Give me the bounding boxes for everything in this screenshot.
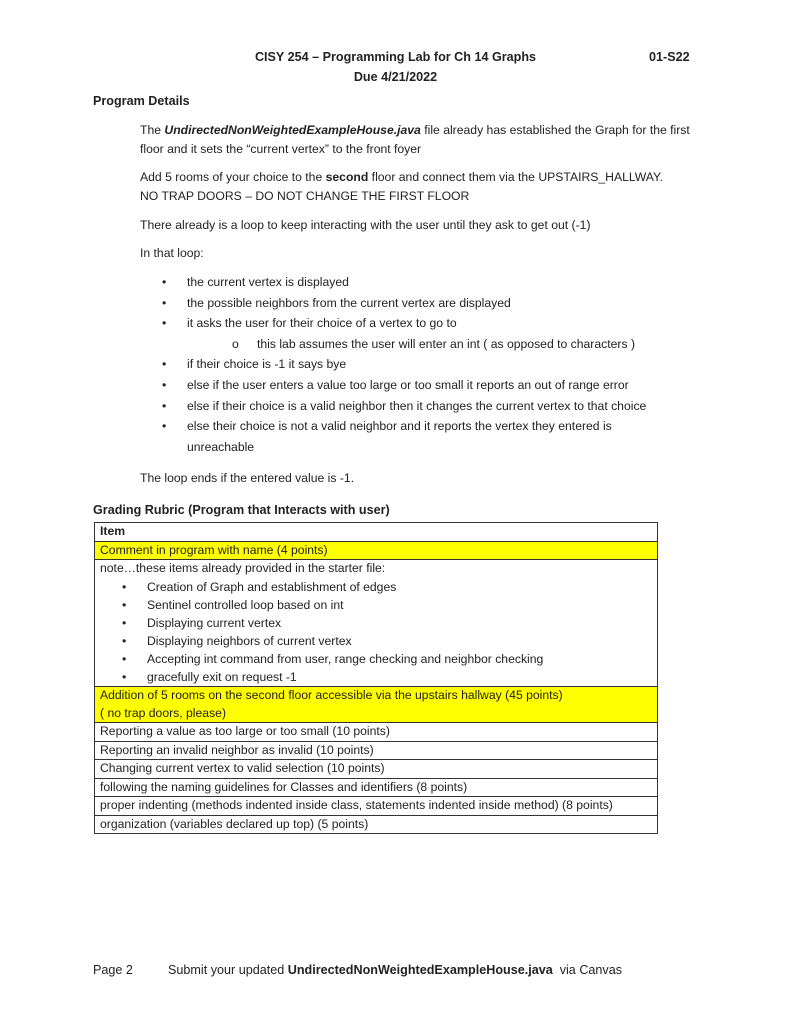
list-item: • the current vertex is displayed: [162, 275, 349, 289]
paragraph-add-rooms: Add 5 rooms of your choice to the second floor and connect them via the UPSTAIRS_HALLWAY. NO TRAP DOORS – DO NOT CHANGE THE FIRST FLOOR: [140, 170, 663, 203]
list-item: • if their choice is -1 it says bye: [162, 357, 347, 372]
program-details-heading: Program Details: [93, 94, 190, 108]
submit-file-name: UndirectedNonWeightedExampleHouse.java: [287, 963, 553, 977]
table-row: note…these items already provided in the starter file: • Creation of Graph and establishment of edges • Sentinel controlled loop based on int • Displaying current vertex • Displaying neighbors of current vertex • Accepting int command from user, range checking and neighbor checking • gracefully exit on request -1: [95, 560, 658, 687]
title-line-2: Due 4/21/2022: [353, 70, 438, 84]
provided-items-list: [100, 578, 652, 687]
loop-bullet-list: [162, 272, 702, 457]
course-code: 01-S22: [649, 50, 690, 64]
submit-instructions: Submit your updated UndirectedNonWeightedExampleHouse.java via Canvas: [168, 963, 623, 977]
list-item: • Creation of Graph and establishment of edges: [122, 579, 397, 594]
list-item: • it asks the user for their choice of a vertex to go to: [162, 316, 457, 331]
table-row: organization (variables declared up top) (5 points): [95, 815, 658, 834]
paragraph-loop-ends: The loop ends if the entered value is -1.: [140, 471, 355, 485]
table-row: proper indenting (methods indented inside class, statements indented inside method) (8 points): [95, 797, 658, 816]
list-item: • gracefully exit on request -1: [122, 669, 297, 684]
list-item: • Sentinel controlled loop based on int: [122, 597, 344, 612]
rubric-table: [94, 522, 658, 834]
table-row: Changing current vertex to valid selection (10 points): [95, 760, 658, 779]
list-item: o this lab assumes the user will enter an int ( as opposed to characters ): [232, 336, 635, 351]
list-item: • the possible neighbors from the current vertex are displayed: [162, 295, 511, 310]
paragraph-in-loop: In that loop:: [140, 246, 204, 260]
table-header-row: Item: [95, 523, 658, 542]
page-number: Page 2: [93, 963, 133, 977]
table-row: Reporting an invalid neighbor as invalid (10 points): [95, 741, 658, 760]
list-item: • Displaying neighbors of current vertex: [122, 633, 352, 648]
paragraph-intro: The UndirectedNonWeightedExampleHouse.java file already has established the Graph for the first floor and it sets the “current vertex” to the front foyer: [140, 123, 690, 156]
list-item: • Accepting int command from user, range checking and neighbor checking: [122, 651, 544, 666]
rubric-heading: Grading Rubric (Program that Interacts with user): [93, 503, 390, 517]
list-item: • else if the user enters a value too large or too small it reports an out of range error: [162, 377, 629, 392]
table-row: Reporting a value as too large or too small (10 points): [95, 723, 658, 742]
table-row: Comment in program with name (4 points): [95, 541, 658, 560]
file-name: UndirectedNonWeightedExampleHouse.java: [164, 123, 421, 137]
list-item: • Displaying current vertex: [122, 615, 282, 630]
paragraph-loop: There already is a loop to keep interacting with the user until they ask to get out (-1): [140, 218, 591, 232]
list-item: • else if their choice is a valid neighbor then it changes the current vertex to that choice: [162, 398, 647, 413]
title-line-1: CISY 254 – Programming Lab for Ch 14 Graphs: [254, 50, 537, 64]
list-item: • else their choice is not a valid neighbor and it reports the vertex they entered is unreachable: [162, 419, 612, 454]
table-row: Addition of 5 rooms on the second floor accessible via the upstairs hallway (45 points) ( no trap doors, please): [95, 687, 658, 723]
table-row: following the naming guidelines for Classes and identifiers (8 points): [95, 778, 658, 797]
